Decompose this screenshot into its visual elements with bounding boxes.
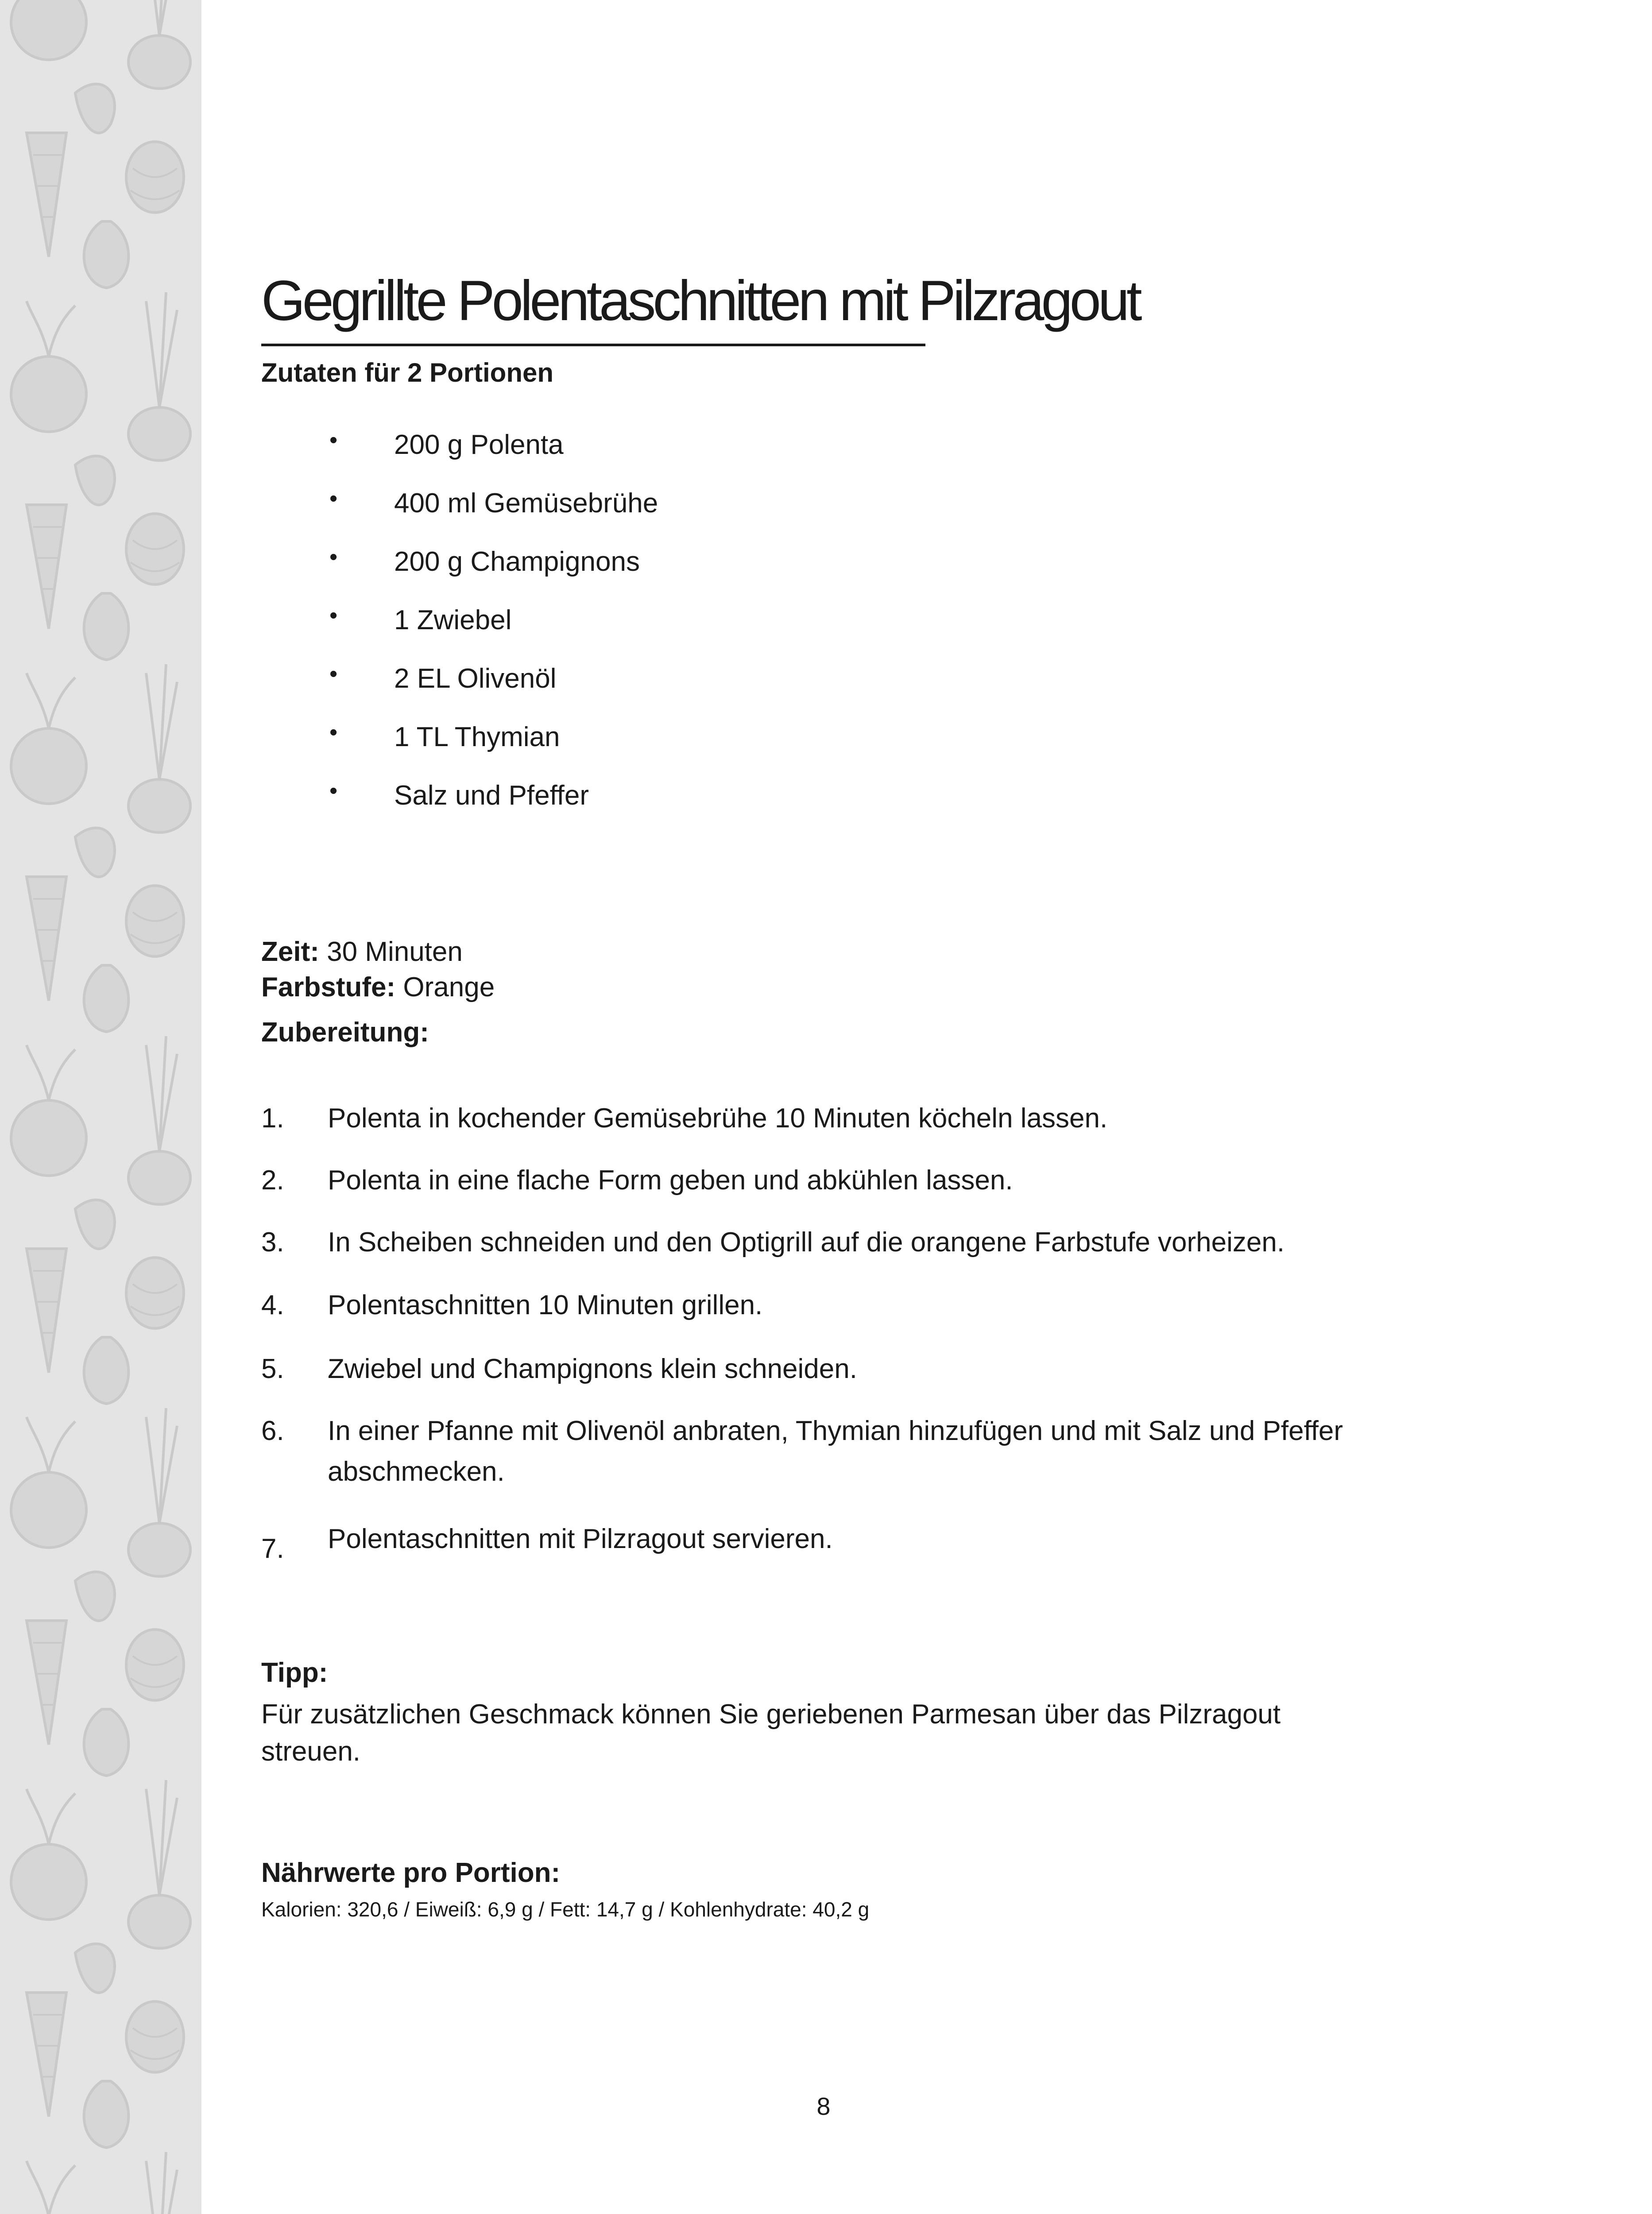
step-text: Polentaschnitten 10 Minuten grillen. (328, 1290, 763, 1320)
ingredients-heading: Zutaten für 2 Portionen (261, 358, 553, 387)
step-text: Zwiebel und Champignons klein schneiden. (328, 1354, 857, 1384)
carrot-icon (27, 1621, 66, 1745)
step-item (261, 1519, 1412, 1564)
bullet-icon: • (329, 661, 338, 687)
carrot-icon (27, 1249, 66, 1373)
ingredient-text: Salz und Pfeffer (394, 780, 589, 811)
beet-icon (11, 1844, 86, 1920)
step-item (261, 1411, 1412, 1492)
nutrition-heading: Nährwerte pro Portion: (261, 1858, 561, 1888)
beet-icon (11, 728, 86, 804)
step-number: 1. (261, 1103, 284, 1134)
title-underline (261, 344, 925, 346)
onion-stalks-icon (146, 1408, 177, 1523)
garlic-icon (84, 965, 129, 1032)
bullet-icon: • (329, 778, 338, 804)
tip-text: Für zusätzlichen Geschmack können Sie geriebenen Parmesan über das Pilzragout streuen. (261, 1699, 1281, 1767)
onion-icon (128, 1523, 190, 1576)
step-item (261, 1160, 1412, 1201)
garlic-icon (84, 2081, 129, 2148)
onion-stalks-icon (146, 0, 177, 35)
garlic-icon (84, 593, 129, 660)
onion-stalks-icon (146, 1036, 177, 1151)
beet-icon (11, 1472, 86, 1548)
onion-icon (128, 779, 190, 832)
step-number: 4. (261, 1290, 284, 1320)
page-number: 8 (816, 2092, 831, 2120)
leaf-icon (75, 1572, 115, 1621)
ingredient-item (323, 484, 658, 542)
ingredient-item (323, 659, 658, 717)
ingredient-item (323, 542, 658, 600)
ingredient-text: 200 g Polenta (394, 430, 564, 460)
tip-heading: Tipp: (261, 1657, 328, 1688)
ingredient-item (323, 425, 658, 484)
time-line (261, 934, 463, 970)
carrot-icon (27, 133, 66, 257)
beet-icon (11, 356, 86, 432)
leaf-icon (75, 456, 115, 505)
carrot-icon (27, 877, 66, 1001)
leaf-icon (75, 84, 115, 133)
beet-icon (11, 1100, 86, 1176)
step-number: 5. (261, 1354, 284, 1384)
beet-icon (11, 0, 86, 60)
garlic-icon (84, 1337, 129, 1404)
ingredient-item (323, 717, 658, 776)
onion-stalks-icon (146, 664, 177, 779)
beet-leaves-icon (27, 1045, 75, 1100)
bullet-icon: • (329, 544, 338, 570)
onion-stalks-icon (146, 2152, 177, 2214)
ingredient-item (323, 600, 658, 659)
step-item (261, 1349, 1412, 1390)
step-number: 7. (261, 1533, 284, 1564)
ingredient-text: 400 ml Gemüsebrühe (394, 488, 658, 519)
ingredient-text: 2 EL Olivenöl (394, 663, 557, 694)
step-number: 2. (261, 1165, 284, 1196)
onion-stalks-icon (146, 292, 177, 407)
leaf-icon (75, 1200, 115, 1249)
ingredient-text: 200 g Champignons (394, 546, 640, 577)
bullet-icon: • (329, 427, 338, 453)
beet-leaves-icon (27, 2161, 75, 2214)
time-label: Zeit: (261, 937, 319, 967)
onion-stalks-icon (146, 1780, 177, 1895)
beet-leaves-icon (27, 1789, 75, 1844)
garlic-icon (84, 1709, 129, 1776)
step-item (261, 1222, 1412, 1263)
onion-icon (128, 35, 190, 89)
preparation-heading: Zubereitung: (261, 1017, 429, 1048)
ingredients-list (323, 425, 658, 834)
vegetable-pattern-illustration (0, 0, 201, 2214)
beet-leaves-icon (27, 1417, 75, 1472)
step-item (261, 1285, 1412, 1326)
leaf-icon (75, 828, 115, 877)
color-level-line (261, 970, 495, 1005)
step-number: 6. (261, 1416, 284, 1446)
step-text: Polentaschnitten mit Pilzragout servieren. (328, 1524, 833, 1554)
bullet-icon: • (329, 486, 338, 511)
carrot-icon (27, 505, 66, 629)
step-text: In Scheiben schneiden und den Optigrill auf die orangene Farbstufe vorheizen. (328, 1227, 1285, 1258)
ingredient-text: 1 TL Thymian (394, 722, 560, 752)
step-text: In einer Pfanne mit Olivenöl anbraten, Thymian hinzufügen und mit Salz und Pfeffer abschmecken. (328, 1416, 1343, 1487)
onion-icon (128, 1895, 190, 1948)
bullet-icon: • (329, 603, 338, 628)
color-level-value: Orange (403, 972, 495, 1002)
time-value: 30 Minuten (327, 937, 463, 967)
recipe-title: Gegrillte Polentaschnitten mit Pilzragout (261, 269, 1139, 333)
ingredient-item (323, 776, 658, 834)
step-text: Polenta in eine flache Form geben und abkühlen lassen. (328, 1165, 1013, 1196)
onion-icon (128, 407, 190, 461)
step-text: Polenta in kochender Gemüsebrühe 10 Minuten köcheln lassen. (328, 1103, 1108, 1134)
carrot-icon (27, 1993, 66, 2117)
beet-leaves-icon (27, 301, 75, 356)
onion-icon (128, 1151, 190, 1204)
step-item (261, 1098, 1412, 1139)
decorative-vegetable-sidebar (0, 0, 201, 2214)
ingredient-text: 1 Zwiebel (394, 605, 512, 635)
leaf-icon (75, 1944, 115, 1993)
step-number: 3. (261, 1227, 284, 1258)
nutrition-values: Kalorien: 320,6 / Eiweiß: 6,9 g / Fett: 14,7 g / Kohlenhydrate: 40,2 g (261, 1898, 870, 1921)
bullet-icon: • (329, 720, 338, 745)
color-level-label: Farbstufe: (261, 972, 396, 1002)
garlic-icon (84, 221, 129, 288)
beet-leaves-icon (27, 673, 75, 728)
